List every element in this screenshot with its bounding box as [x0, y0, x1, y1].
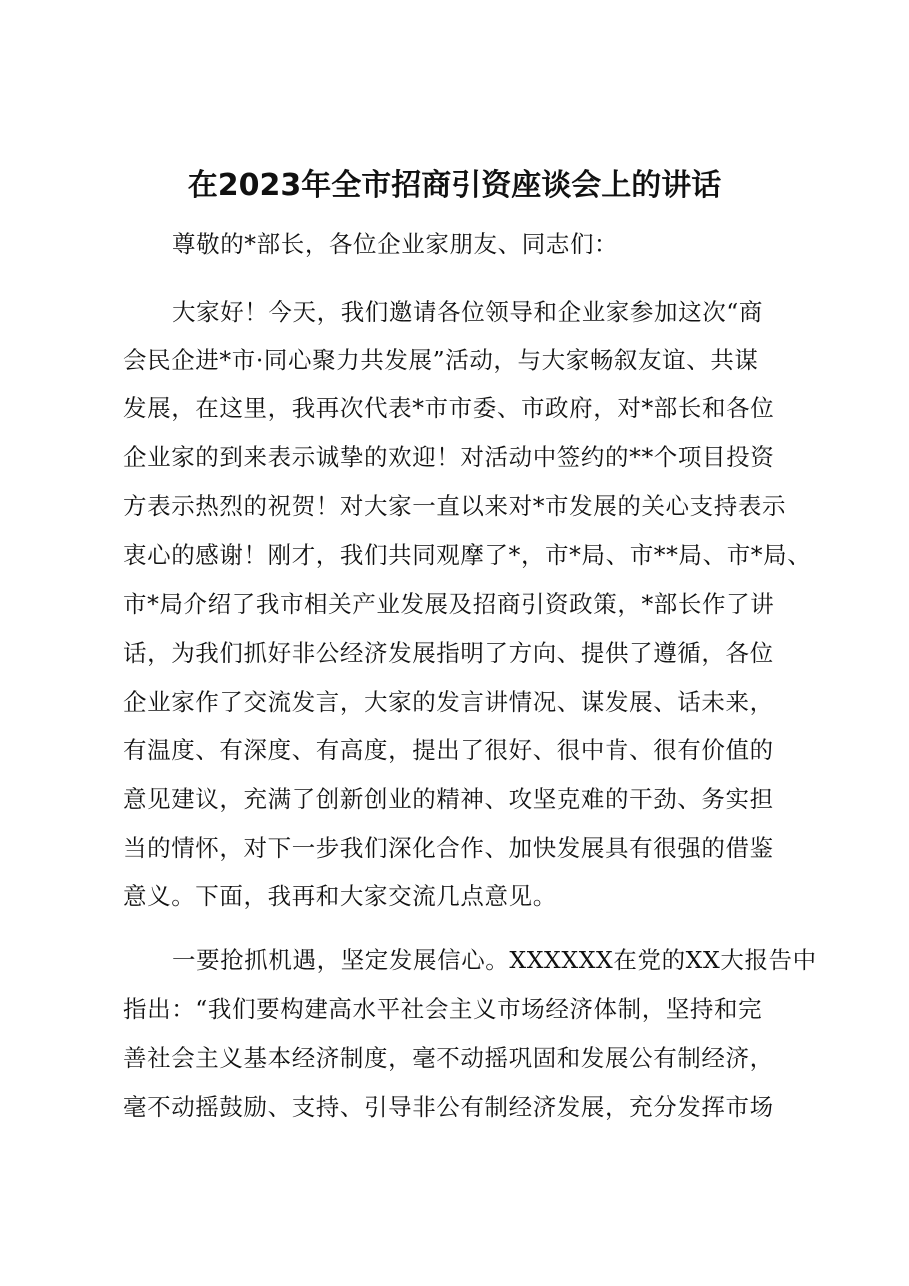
paragraph-1-line-1: 大家好！今天，我们邀请各位领导和企业家参加这次“商: [172, 298, 764, 326]
paragraph-2-line-4: 毫不动摇鼓励、支持、引导非公有制经济发展，充分发挥市场: [123, 1093, 774, 1121]
paragraph-1-line-7: 市*局介绍了我市相关产业发展及招商引资政策，*部长作了讲: [123, 590, 775, 618]
paragraph-1-line-6: 衷心的感谢！刚才，我们共同观摩了*，市*局、市**局、市*局、: [123, 541, 812, 569]
document-title: 在2023年全市招商引资座谈会上的讲话: [187, 168, 722, 203]
paragraph-1-line-3: 发展，在这里，我再次代表*市市委、市政府，对*部长和各位: [123, 394, 775, 422]
paragraph-1-line-12: 当的情怀，对下一步我们深化合作、加快发展具有很强的借鉴: [123, 834, 774, 862]
paragraph-1-line-13: 意义。下面，我再和大家交流几点意见。: [123, 882, 557, 910]
paragraph-1-line-10: 有温度、有深度、有高度，提出了很好、很中肯、很有价值的: [123, 736, 774, 764]
paragraph-2-line-2: 指出：“我们要构建高水平社会主义市场经济体制，坚持和完: [123, 995, 763, 1023]
paragraph-2-line-1: 一要抢抓机遇，坚定发展信心。XXXXXX在党的XX大报告中: [172, 946, 817, 974]
paragraph-1-line-5: 方表示热烈的祝贺！对大家一直以来对*市发展的关心支持表示: [123, 492, 787, 520]
paragraph-1-line-4: 企业家的到来表示诚挚的欢迎！对活动中签约的**个项目投资: [123, 443, 775, 471]
paragraph-1-line-9: 企业家作了交流发言，大家的发言讲情况、谋发展、话未来，: [123, 688, 774, 716]
paragraph-1-line-11: 意见建议，充满了创新创业的精神、攻坚克难的干劲、务实担: [123, 785, 774, 813]
paragraph-1-line-8: 话，为我们抓好非公经济发展指明了方向、提供了遵循，各位: [123, 639, 774, 667]
salutation-line: 尊敬的*部长，各位企业家朋友、同志们：: [172, 230, 619, 258]
paragraph-1-line-2: 会民企进*市·同心聚力共发展”活动，与大家畅叙友谊、共谋: [123, 346, 759, 374]
paragraph-2-line-3: 善社会主义基本经济制度，毫不动摇巩固和发展公有制经济，: [123, 1044, 774, 1072]
